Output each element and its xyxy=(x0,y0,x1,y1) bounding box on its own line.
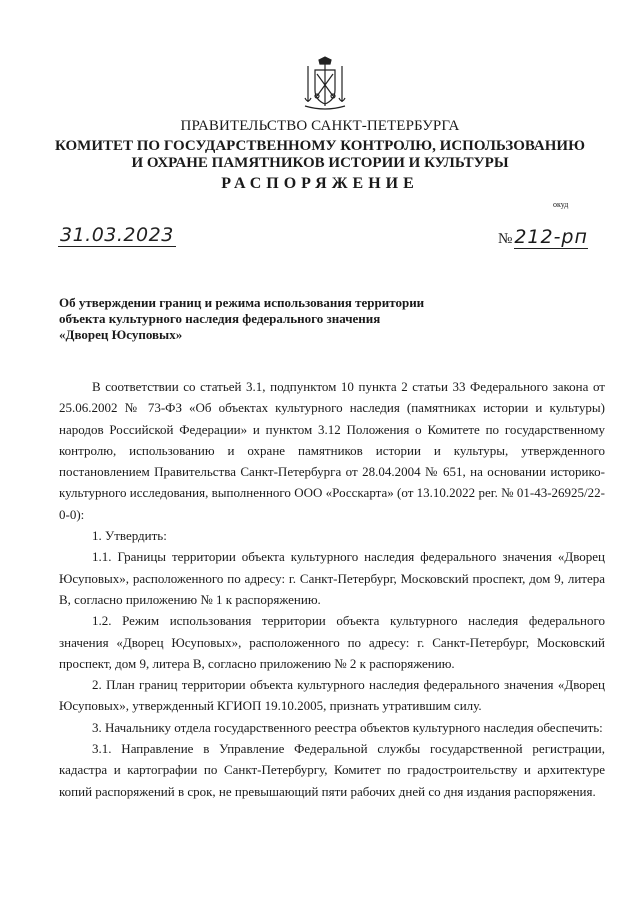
body-paragraph-item-3-1: 3.1. Направление в Управление Федеральной службы государственной регистрации, кадастра и картографии по Санкт-Петербургу, Комитет по градостроительству и архитектуре копий распоряжений в срок, не превышающий пяти рабочих дней со дня издания распоряжения. xyxy=(59,741,605,799)
okud-label: окуд xyxy=(553,200,569,209)
committee-title-line2: И ОХРАНЕ ПАМЯТНИКОВ ИСТОРИИ И КУЛЬТУРЫ xyxy=(131,155,509,171)
body-paragraph-item-3: 3. Начальнику отдела государственного реестра объектов культурного наследия обеспечить: xyxy=(92,719,603,735)
document-subject xyxy=(59,295,479,343)
body-paragraph-item-2: 2. План границ территории объекта культурного наследия федерального значения «Дворец Юсуповых», утвержденный КГИОП 19.10.2005, признать утратившим силу. xyxy=(59,677,605,714)
committee-title-line1: КОМИТЕТ ПО ГОСУДАРСТВЕННОМУ КОНТРОЛЮ, ИСПОЛЬЗОВАНИЮ xyxy=(55,138,585,154)
number-sign: № xyxy=(498,231,513,247)
document-date: 31.03.2023 xyxy=(60,224,174,246)
document-type-title: РАСПОРЯЖЕНИЕ xyxy=(221,175,419,192)
number-value: 212-рп xyxy=(514,226,588,248)
document-number xyxy=(498,226,588,249)
document-body xyxy=(59,376,605,802)
body-paragraph-item-1-2: 1.2. Режим использования территории объекта культурного наследия федерального значения «Дворец Юсуповых», расположенного по адресу: г. Санкт-Петербург, Московский проспект, дом 9, литера В, согласно приложению № 2 к распоряжению. xyxy=(59,613,605,671)
subject-line2: объекта культурного наследия федерального значения xyxy=(59,311,381,326)
subject-line1: Об утверждении границ и режима использования территории xyxy=(59,295,425,310)
body-paragraph-preamble: В соответствии со статьей 3.1, подпунктом 10 пункта 2 статьи 33 Федерального закона от 25.06.2002 № 73-ФЗ «Об объектах культурного наследия (памятниках истории и культуры) народов Российской Федерации» и пунктом 3.12 Положения о Комитете по государственному контролю, использованию и охране памятников истории и культуры, утвержденного постановлением Правительства Санкт-Петербурга от 28.04.2004 № 651, на основании историко-культурного исследования, выполненного ООО «Росскарта» (от 13.10.2022 рег. № 01-43-26925/22-0-0): xyxy=(59,379,605,522)
coat-of-arms-emblem xyxy=(303,56,347,112)
subject-line3: «Дворец Юсуповых» xyxy=(59,327,183,342)
government-title: ПРАВИТЕЛЬСТВО САНКТ-ПЕТЕРБУРГА xyxy=(180,118,460,134)
body-paragraph-item-1-1: 1.1. Границы территории объекта культурного наследия федерального значения «Дворец Юсуповых», расположенного по адресу: г. Санкт-Петербург, Московский проспект, дом 9, литера В, согласно приложению № 1 к распоряжению. xyxy=(59,549,605,607)
body-paragraph-item-1: 1. Утвердить: xyxy=(92,528,167,544)
committee-title xyxy=(0,138,640,172)
